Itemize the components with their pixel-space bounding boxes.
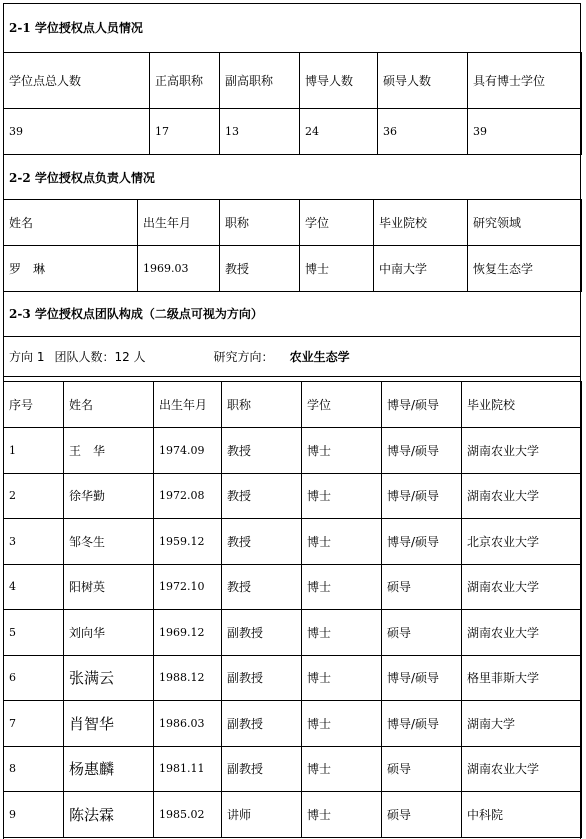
team-cell bbox=[462, 564, 582, 610]
header-cell: 毕业院校 bbox=[374, 200, 468, 246]
section-title-text: 2-2 学位授权点负责人情况 bbox=[9, 170, 155, 185]
team-cell bbox=[302, 610, 382, 656]
team-cell-text: 博士 bbox=[307, 671, 332, 686]
table-row bbox=[4, 519, 582, 565]
team-cell bbox=[382, 746, 462, 792]
team-cell bbox=[222, 564, 302, 610]
team-cell bbox=[302, 519, 382, 565]
team-cell bbox=[302, 792, 382, 838]
team-cell bbox=[462, 701, 582, 747]
header-cell: 正高职称 bbox=[150, 53, 220, 109]
header-cell: 姓名 bbox=[4, 200, 138, 246]
team-cell bbox=[302, 428, 382, 474]
table-row bbox=[4, 428, 582, 474]
team-cell-text: 硕导 bbox=[387, 580, 412, 595]
team-cell bbox=[4, 473, 64, 519]
table-row bbox=[4, 246, 582, 292]
team-cell bbox=[64, 519, 154, 565]
team-cell-text: 博士 bbox=[307, 534, 332, 549]
team-cell bbox=[462, 428, 582, 474]
team-cell-text: 博导/硕导 bbox=[387, 489, 440, 504]
table-row bbox=[4, 746, 582, 792]
team-cell-text: 硕导 bbox=[387, 807, 412, 822]
team-cell-text: 1972.08 bbox=[159, 489, 205, 503]
team-cell bbox=[462, 746, 582, 792]
team-cell bbox=[64, 655, 154, 701]
team-cell bbox=[222, 655, 302, 701]
header-cell: 毕业院校 bbox=[462, 382, 582, 428]
team-cell-text: 湖南农业大学 bbox=[467, 762, 540, 777]
header-cell: 学位 bbox=[302, 382, 382, 428]
team-cell-text: 阳树英 bbox=[69, 580, 106, 595]
table-header-row bbox=[4, 53, 582, 109]
team-cell-text: 北京农业大学 bbox=[467, 534, 540, 549]
team-table-body bbox=[4, 382, 582, 838]
value-cell: 24 bbox=[300, 109, 378, 155]
header-cell: 研究领域 bbox=[468, 200, 582, 246]
team-cell-text: 杨惠麟 bbox=[69, 760, 115, 779]
team-cell bbox=[222, 473, 302, 519]
value-cell: 恢复生态学 bbox=[468, 246, 582, 292]
team-cell-text: 4 bbox=[9, 580, 16, 594]
value-cell: 博士 bbox=[300, 246, 374, 292]
team-cell bbox=[302, 701, 382, 747]
header-cell: 硕导人数 bbox=[378, 53, 468, 109]
team-cell-text: 教授 bbox=[227, 489, 252, 504]
team-cell-text: 徐华勤 bbox=[69, 489, 106, 504]
value-cell: 教授 bbox=[220, 246, 300, 292]
team-cell bbox=[64, 746, 154, 792]
team-cell bbox=[462, 610, 582, 656]
header-cell: 具有博士学位 bbox=[468, 53, 582, 109]
table-row bbox=[4, 473, 582, 519]
team-cell-text: 硕导 bbox=[387, 625, 412, 640]
team-cell bbox=[382, 564, 462, 610]
team-cell-text: 副教授 bbox=[227, 716, 264, 731]
header-cell: 博导/硕导 bbox=[382, 382, 462, 428]
table-row bbox=[4, 610, 582, 656]
leader-table bbox=[3, 199, 582, 292]
direction-label: 方向 1 bbox=[9, 350, 45, 364]
team-cell-text: 教授 bbox=[227, 580, 252, 595]
team-cell-text: 教授 bbox=[227, 534, 252, 549]
team-cell bbox=[154, 701, 222, 747]
team-cell bbox=[4, 655, 64, 701]
team-cell-text: 博士 bbox=[307, 762, 332, 777]
team-cell bbox=[154, 519, 222, 565]
team-cell-text: 1986.03 bbox=[159, 716, 205, 730]
team-cell bbox=[154, 564, 222, 610]
team-cell bbox=[302, 564, 382, 610]
team-cell bbox=[64, 792, 154, 838]
team-cell bbox=[302, 473, 382, 519]
table-row bbox=[4, 655, 582, 701]
value-cell: 13 bbox=[220, 109, 300, 155]
team-cell bbox=[462, 473, 582, 519]
team-cell bbox=[4, 564, 64, 610]
team-cell bbox=[154, 473, 222, 519]
header-cell: 职称 bbox=[222, 382, 302, 428]
header-cell: 副高职称 bbox=[220, 53, 300, 109]
team-cell-text: 讲师 bbox=[227, 807, 252, 822]
header-cell: 学位 bbox=[300, 200, 374, 246]
team-cell bbox=[382, 473, 462, 519]
section-title-2-1 bbox=[3, 3, 581, 53]
header-cell: 博导人数 bbox=[300, 53, 378, 109]
team-cell-text: 5 bbox=[9, 625, 16, 639]
team-cell-text: 7 bbox=[9, 716, 16, 730]
team-cell-text: 张满云 bbox=[69, 669, 115, 688]
team-cell-text: 2 bbox=[9, 489, 16, 503]
value-cell: 中南大学 bbox=[374, 246, 468, 292]
team-cell-text: 博士 bbox=[307, 580, 332, 595]
team-cell bbox=[222, 610, 302, 656]
research-direction-label: 研究方向： bbox=[213, 350, 274, 364]
team-cell bbox=[382, 792, 462, 838]
team-cell bbox=[222, 428, 302, 474]
team-cell bbox=[64, 473, 154, 519]
team-cell-text: 博士 bbox=[307, 489, 332, 504]
team-cell-text: 副教授 bbox=[227, 671, 264, 686]
table-header-row bbox=[4, 200, 582, 246]
team-cell bbox=[222, 746, 302, 792]
team-cell bbox=[222, 701, 302, 747]
team-cell-text: 博士 bbox=[307, 443, 332, 458]
team-cell bbox=[64, 701, 154, 747]
team-cell bbox=[302, 655, 382, 701]
team-cell bbox=[64, 610, 154, 656]
header-cell: 出生年月 bbox=[138, 200, 220, 246]
team-cell-text: 1981.11 bbox=[159, 762, 205, 776]
team-cell-text: 1959.12 bbox=[159, 534, 205, 548]
team-cell-text: 博导/硕导 bbox=[387, 671, 440, 686]
section-title-text: 2-1 学位授权点人员情况 bbox=[9, 21, 143, 35]
section-title-2-3 bbox=[3, 291, 581, 337]
team-cell-text: 教授 bbox=[227, 443, 252, 458]
team-cell bbox=[382, 701, 462, 747]
team-cell-text: 博导/硕导 bbox=[387, 534, 440, 549]
team-cell-text: 副教授 bbox=[227, 625, 264, 640]
team-cell-text: 肖智华 bbox=[69, 714, 115, 733]
team-cell bbox=[222, 792, 302, 838]
table-row bbox=[4, 109, 582, 155]
team-cell bbox=[154, 655, 222, 701]
team-cell-text: 刘向华 bbox=[69, 625, 106, 640]
team-cell bbox=[154, 746, 222, 792]
team-cell bbox=[462, 655, 582, 701]
team-cell bbox=[154, 610, 222, 656]
team-cell bbox=[154, 428, 222, 474]
team-cell bbox=[462, 792, 582, 838]
team-cell-text: 1969.12 bbox=[159, 625, 205, 639]
team-cell-text: 6 bbox=[9, 671, 16, 685]
team-cell-text: 博导/硕导 bbox=[387, 443, 440, 458]
team-cell-text: 8 bbox=[9, 762, 16, 776]
team-cell-text: 1985.02 bbox=[159, 807, 205, 821]
research-direction-value: 农业生态学 bbox=[289, 350, 350, 364]
team-cell-text: 博导/硕导 bbox=[387, 716, 440, 731]
table-row bbox=[4, 792, 582, 838]
team-cell-text: 1988.12 bbox=[159, 671, 205, 685]
team-cell-text: 硕导 bbox=[387, 762, 412, 777]
value-cell: 17 bbox=[150, 109, 220, 155]
team-cell-text: 格里菲斯大学 bbox=[467, 671, 540, 686]
value-cell: 罗 琳 bbox=[4, 246, 138, 292]
team-cell bbox=[154, 792, 222, 838]
team-cell-text: 9 bbox=[9, 807, 16, 821]
header-cell: 学位点总人数 bbox=[4, 53, 150, 109]
direction-row bbox=[3, 337, 581, 377]
team-cell bbox=[4, 610, 64, 656]
team-cell-text: 湖南农业大学 bbox=[467, 580, 540, 595]
table-row bbox=[4, 701, 582, 747]
team-table bbox=[3, 381, 582, 838]
team-cell-text: 博士 bbox=[307, 625, 332, 640]
team-cell-text: 邹冬生 bbox=[69, 534, 106, 549]
header-cell: 职称 bbox=[220, 200, 300, 246]
team-cell bbox=[4, 701, 64, 747]
header-cell: 序号 bbox=[4, 382, 64, 428]
team-cell bbox=[64, 564, 154, 610]
team-size: 团队人数：12 人 bbox=[54, 350, 146, 364]
table-row bbox=[4, 564, 582, 610]
team-cell-text: 陈法霖 bbox=[69, 805, 115, 824]
team-cell bbox=[222, 519, 302, 565]
team-cell bbox=[4, 519, 64, 565]
team-cell-text: 1972.10 bbox=[159, 580, 205, 594]
team-cell bbox=[4, 746, 64, 792]
team-cell-text: 博士 bbox=[307, 716, 332, 731]
team-cell bbox=[64, 428, 154, 474]
team-cell-text: 中科院 bbox=[467, 807, 504, 822]
team-cell-text: 湖南大学 bbox=[467, 716, 516, 731]
team-cell-text: 博士 bbox=[307, 807, 332, 822]
value-cell: 36 bbox=[378, 109, 468, 155]
team-cell bbox=[462, 519, 582, 565]
value-cell: 1969.03 bbox=[138, 246, 220, 292]
team-cell-text: 副教授 bbox=[227, 762, 264, 777]
header-cell: 出生年月 bbox=[154, 382, 222, 428]
header-cell: 姓名 bbox=[64, 382, 154, 428]
team-cell bbox=[382, 655, 462, 701]
team-cell-text: 1974.09 bbox=[159, 443, 205, 457]
team-cell-text: 湖南农业大学 bbox=[467, 443, 540, 458]
team-cell bbox=[382, 610, 462, 656]
team-cell bbox=[382, 428, 462, 474]
team-cell-text: 湖南农业大学 bbox=[467, 489, 540, 504]
team-cell-text: 湖南农业大学 bbox=[467, 625, 540, 640]
team-cell-text: 3 bbox=[9, 534, 16, 548]
team-cell bbox=[302, 746, 382, 792]
team-cell bbox=[382, 519, 462, 565]
team-cell bbox=[4, 792, 64, 838]
team-cell-text: 1 bbox=[9, 443, 16, 457]
team-cell-text: 王 华 bbox=[69, 443, 106, 458]
section-title-text: 2-3 学位授权点团队构成（二级点可视为方向） bbox=[9, 307, 263, 321]
section-title-2-2 bbox=[3, 155, 581, 200]
table-header-row bbox=[4, 382, 582, 428]
personnel-summary-table bbox=[3, 52, 582, 155]
team-cell bbox=[4, 428, 64, 474]
value-cell: 39 bbox=[468, 109, 582, 155]
value-cell: 39 bbox=[4, 109, 150, 155]
